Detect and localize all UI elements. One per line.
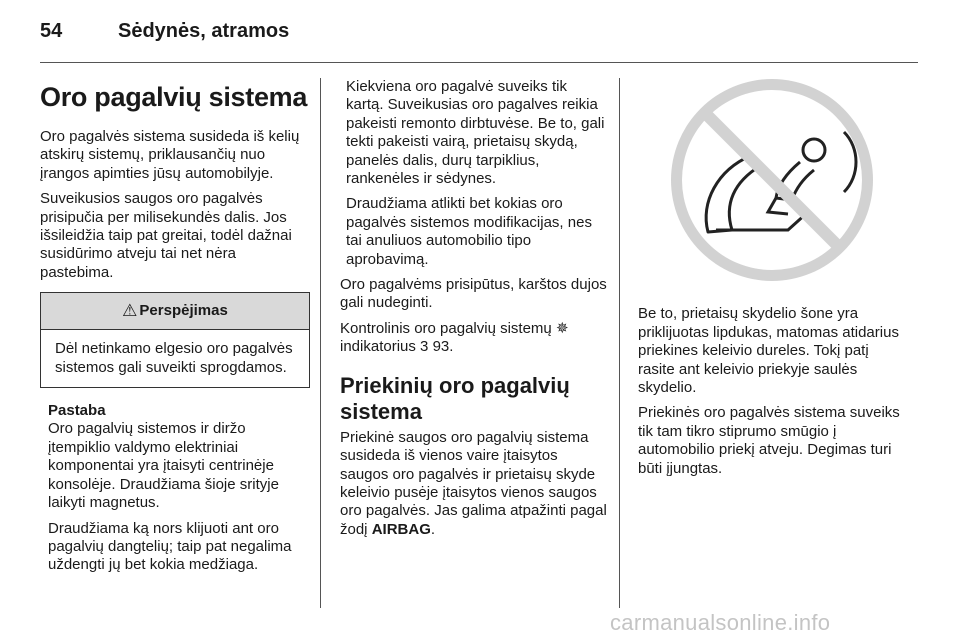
airbag-word: AIRBAG xyxy=(371,520,431,538)
paragraph: Oro pagalvės sistema susideda iš kelių atskirų sistemų, priklausančių nuo įrangos apimties jūsų automobilyje. xyxy=(40,128,300,182)
note-text: Oro pagalvių sistemos ir diržo įtempiklio valdymo elektriniai komponentai yra įtaisyti centrinėje konsolėje. Draudžiama šioje srityje laikyti magnetus. xyxy=(48,420,279,512)
paragraph: Oro pagalvėms prisipūtus, karštos dujos gali nudeginti. xyxy=(340,276,607,312)
warning-text: Dėl netinkamo elgesio oro pagalvės sistemos gali suveikti sprogdamos. xyxy=(55,340,293,376)
note-label: Pastaba xyxy=(48,402,106,420)
warning-triangle-icon: ⚠ xyxy=(122,301,138,321)
warning-header xyxy=(41,293,309,330)
page-ref[interactable]: 93. xyxy=(432,338,454,356)
running-title: Sėdynės, atramos xyxy=(118,20,290,42)
column-right xyxy=(638,78,906,485)
paragraph: Priekinė saugos oro pagalvių sistema susideda iš vienos vaire įtaisytos saugos oro pagalvės ir prietaisų skyde keleivio pusėje įtaisytos vienos saugos oro pagalvės. Jas galima atpažinti pagal žodį AIRBAG. xyxy=(340,428,607,538)
paragraph: Be to, prietaisų skydelio šone yra priklijuotas lipdukas, matomas atidarius priekines keleivio dureles. Tokį patį rasite ant keleivio priekyje saulės skydelio. xyxy=(638,305,899,397)
paragraph: Kiekviena oro pagalvė suveiks tik kartą. Suveikusias oro pagalves reikia pakeisti remonto dirbtuvėse. Be to, gali tekti pakeisti vairą, prietaisų skydą, panelės dalis, durų tarpiklius, rankenėles ir sėdynes. xyxy=(346,78,605,188)
header-rule xyxy=(40,62,918,63)
section-heading: Oro pagalvių sistema xyxy=(40,82,308,112)
column-divider xyxy=(619,78,620,608)
airbag-indicator-icon: ✵ xyxy=(555,319,569,337)
paragraph: Suveikusios saugos oro pagalvės prisipučia per milisekundės dalis. Jos išsileidžia taip pat greitai, todėl dažnai susidūrimo atveju tai net nėra pastebima. xyxy=(40,190,292,281)
paragraph: Draudžiama ką nors klijuoti ant oro pagalvių dangtelių; taip pat negalima uždengti jų bet kokia medžiaga. xyxy=(48,519,292,574)
warning-title: Perspėjimas xyxy=(139,302,228,320)
paragraph: Draudžiama atlikti bet kokias oro pagalvės sistemos modifikacijas, nes tai anuliuos automobilio tipo aprobavimą. xyxy=(346,195,592,268)
page-header xyxy=(0,0,960,64)
warning-box xyxy=(40,292,310,388)
column-left xyxy=(40,78,310,582)
column-middle xyxy=(340,78,608,546)
page-ref-arrow-icon: 3 xyxy=(420,338,429,356)
paragraph: Priekinės oro pagalvės sistema suveiks tik tam tikro stiprumo smūgio į automobilio priekį atveju. Degimas turi būti įjungtas. xyxy=(638,404,900,477)
no-rear-facing-child-seat-icon xyxy=(638,72,906,286)
page-number: 54 xyxy=(40,20,63,42)
column-divider xyxy=(320,78,321,608)
watermark: carmanualsonline.info xyxy=(610,610,831,635)
section-heading: Priekinių oro pagalvių sistema xyxy=(340,372,570,424)
paragraph-indicator-ref: Kontrolinis oro pagalvių sistemų ✵ indikatorius 3 93. xyxy=(340,319,569,356)
